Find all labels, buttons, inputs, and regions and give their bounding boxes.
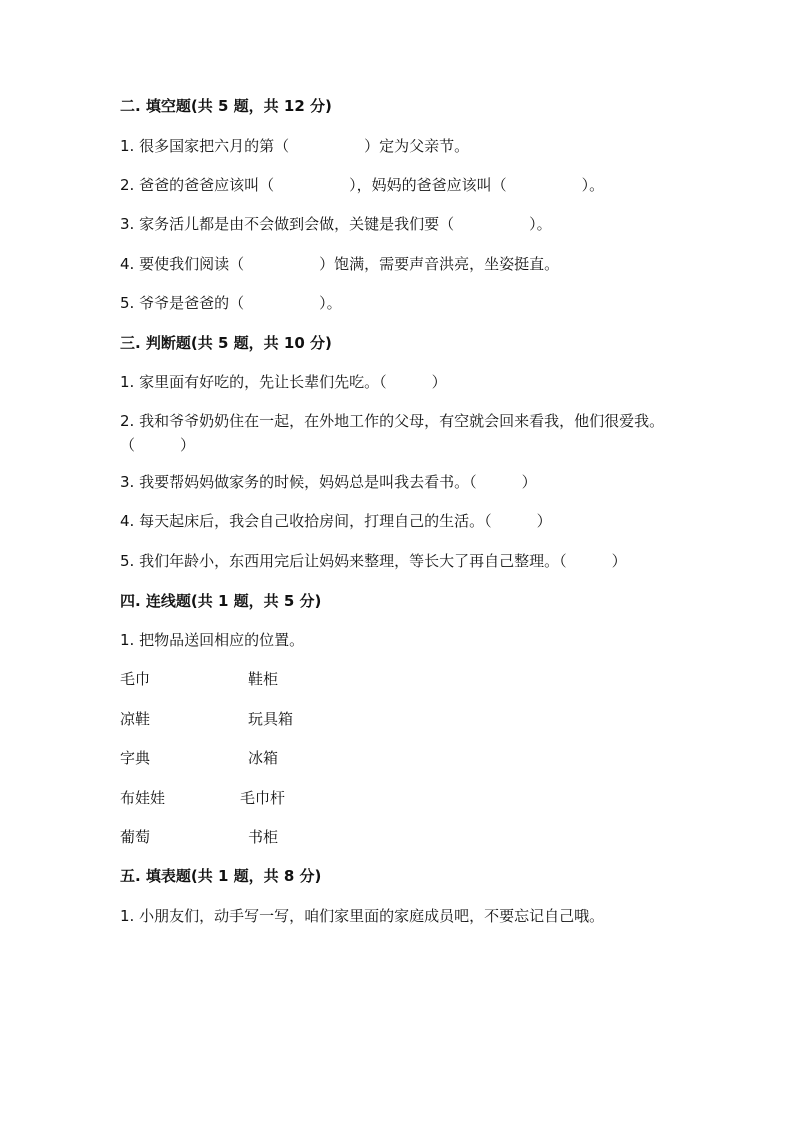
question-text: 4. 每天起床后，我会自己收拾房间，打理自己的生活。（ ） <box>120 512 552 530</box>
question-text: 1. 很多国家把六月的第（ ）定为父亲节。 <box>120 137 470 155</box>
match-left-item: 字典 <box>120 749 151 767</box>
question-text: 1. 家里面有好吃的，先让长辈们先吃。（ ） <box>120 373 447 391</box>
question-text: 1. 把物品送回相应的位置。 <box>120 631 305 649</box>
question-text: 5. 我们年龄小，东西用完后让妈妈来整理，等长大了再自己整理。（ ） <box>120 552 627 570</box>
match-left-item: 毛巾 <box>120 670 151 688</box>
question-text: 3. 我要帮妈妈做家务的时候，妈妈总是叫我去看书。（ ） <box>120 473 537 491</box>
match-right-item: 冰箱 <box>248 749 279 767</box>
match-right-item: 鞋柜 <box>248 670 279 688</box>
match-left-item: 葡萄 <box>120 828 151 846</box>
match-right-item: 玩具箱 <box>248 710 294 728</box>
section-heading-matching: 四. 连线题(共 1 题，共 5 分) <box>120 592 322 610</box>
question-text: 2. 我和爷爷奶奶住在一起，在外地工作的父母，有空就会回来看我，他们很爱我。（ ） <box>120 412 665 454</box>
match-left-item: 布娃娃 <box>120 789 166 807</box>
question-text: 4. 要使我们阅读（ ）饱满，需要声音洪亮，坐姿挺直。 <box>120 255 560 273</box>
section-heading-fill-blank: 二. 填空题(共 5 题，共 12 分) <box>120 97 332 115</box>
match-right-item: 书柜 <box>248 828 279 846</box>
question-text: 2. 爸爸的爸爸应该叫（ ），妈妈的爸爸应该叫（ ）。 <box>120 176 605 194</box>
match-right-item: 毛巾杆 <box>240 789 286 807</box>
question-text: 3. 家务活儿都是由不会做到会做，关键是我们要（ ）。 <box>120 215 552 233</box>
question-text: 1. 小朋友们，动手写一写，咱们家里面的家庭成员吧，不要忘记自己哦。 <box>120 907 605 925</box>
question-text: 5. 爷爷是爸爸的（ ）。 <box>120 294 342 312</box>
section-heading-true-false: 三. 判断题(共 5 题，共 10 分) <box>120 334 332 352</box>
match-left-item: 凉鞋 <box>120 710 151 728</box>
section-heading-fill-table: 五. 填表题(共 1 题，共 8 分) <box>120 867 322 885</box>
